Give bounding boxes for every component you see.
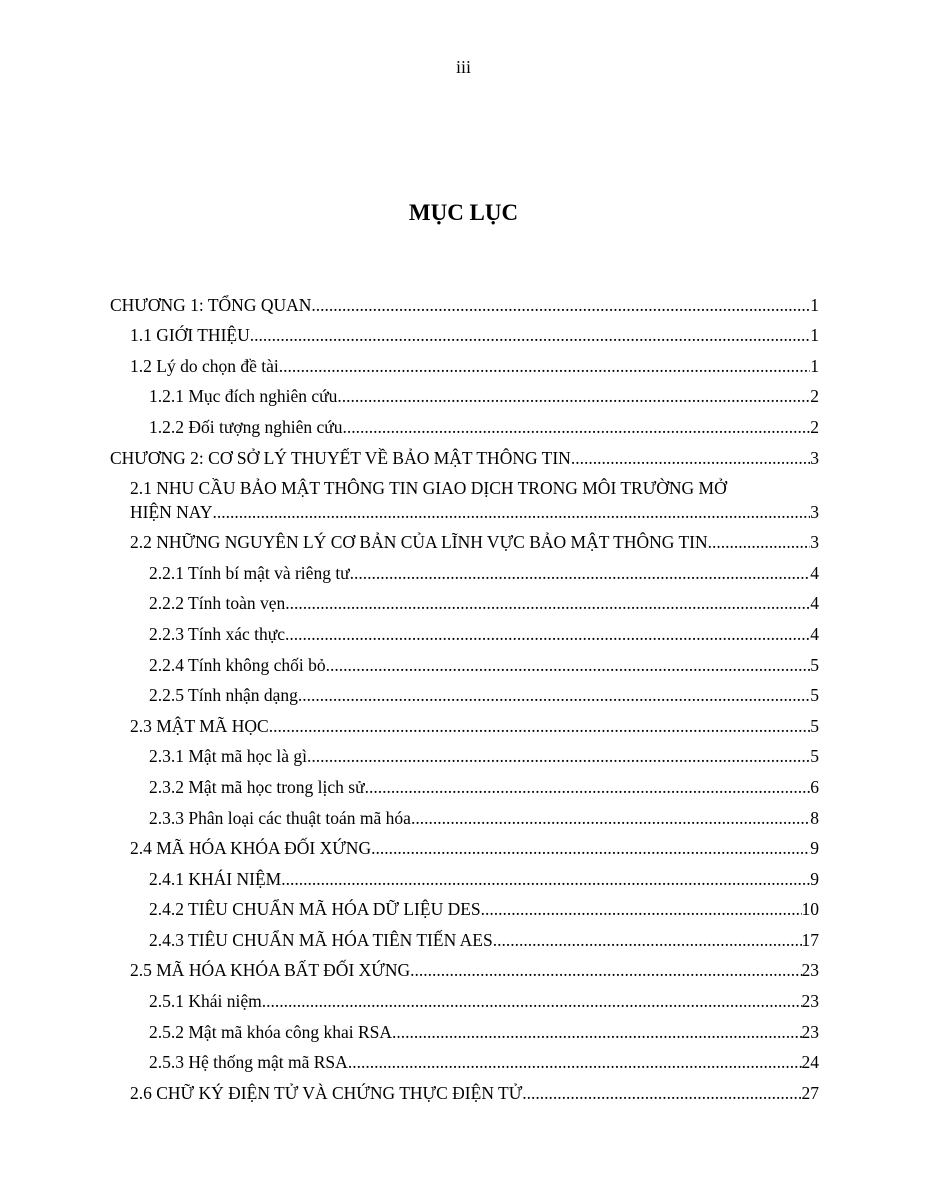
dot-leader	[392, 1020, 801, 1044]
toc-entry-text: 2.5.2 Mật mã khóa công khai RSA	[149, 1021, 393, 1042]
dot-leader	[348, 1050, 802, 1074]
dot-leader	[410, 958, 801, 982]
toc-entry-page: 3	[810, 447, 819, 468]
toc-entry-text: 1.1 GIỚI THIỆU	[130, 325, 250, 346]
dot-leader	[326, 653, 811, 677]
toc-entry-text-continued: HIỆN NAY	[130, 501, 213, 522]
toc-entry-page: 1	[810, 294, 819, 315]
dot-leader	[337, 384, 810, 408]
toc-entry-text: 1.2.2 Đối tượng nghiên cứu	[149, 416, 343, 437]
toc-entry-2-4-3[interactable]	[110, 921, 819, 952]
toc-entry-text: 2.2.3 Tính xác thực	[149, 623, 286, 644]
toc-entry-2-3-1[interactable]	[110, 738, 819, 769]
toc-entry-text: 2.5.3 Hệ thống mật mã RSA	[149, 1052, 348, 1073]
toc-entry-text: CHƯƠNG 1: TỔNG QUAN	[110, 294, 312, 315]
toc-entry-2-2[interactable]	[110, 524, 819, 555]
toc-entry-2-2-1[interactable]	[110, 554, 819, 585]
toc-entry-text: 2.2.2 Tính toàn vẹn	[149, 593, 286, 614]
toc-entry-2-4-1[interactable]	[110, 860, 819, 891]
page-number: iii	[455, 57, 471, 77]
toc-entry-page: 5	[810, 746, 819, 767]
toc-entry-text: 1.2.1 Mục đích nghiên cứu	[149, 386, 338, 407]
dot-leader	[342, 415, 810, 439]
toc-entry-text: 2.5.1 Khái niệm	[149, 991, 262, 1012]
toc-entry-text: 2.2 NHỮNG NGUYÊN LÝ CƠ BẢN CỦA LĨNH VỰC BẢO MẬT THÔNG TIN	[130, 532, 708, 553]
toc-entry-2-1[interactable]	[110, 470, 819, 524]
dot-leader	[285, 591, 810, 615]
toc-entry-text: 2.5 MÃ HÓA KHÓA BẤT ĐỐI XỨNG	[130, 960, 411, 981]
toc-entry-2-2-2[interactable]	[110, 585, 819, 616]
toc-entry-page: 6	[810, 776, 819, 797]
toc-entry-1-2[interactable]	[110, 347, 819, 378]
toc-entry-text: 1.2 Lý do chọn đề tài	[130, 355, 279, 376]
toc-title: MỤC LỤC	[408, 200, 519, 225]
toc-entry-text: 2.2.5 Tính nhận dạng	[149, 685, 298, 706]
toc-entry-page: 17	[801, 929, 819, 950]
toc-entry-page: 1	[810, 355, 819, 376]
dot-leader	[279, 354, 811, 378]
toc-entry-2-2-4[interactable]	[110, 646, 819, 677]
toc-entry-page: 4	[810, 623, 819, 644]
toc-entry-page: 9	[810, 868, 819, 889]
toc-entry-1-2-2[interactable]	[110, 408, 819, 439]
dot-leader	[350, 561, 811, 585]
dot-leader	[269, 714, 811, 738]
toc-entry-text: 2.4.3 TIÊU CHUẨN MÃ HÓA TIÊN TIẾN AES	[149, 929, 493, 950]
dot-leader	[371, 836, 810, 860]
toc-entry-text: 2.3.3 Phân loại các thuật toán mã hóa	[149, 807, 411, 828]
toc-entry-text: 2.3 MẬT MÃ HỌC	[130, 715, 269, 736]
toc-entry-page: 2	[810, 416, 819, 437]
toc-entry-page: 3	[810, 532, 819, 553]
toc-entry-2-2-5[interactable]	[110, 677, 819, 708]
toc-entry-text: 2.2.4 Tính không chối bỏ	[149, 654, 326, 675]
toc-entry-1-2-1[interactable]	[110, 378, 819, 409]
toc-entry-2-2-3[interactable]	[110, 615, 819, 646]
toc-entry-2-4[interactable]	[110, 830, 819, 861]
dot-leader	[571, 446, 810, 470]
toc-entry-2-3[interactable]	[110, 707, 819, 738]
toc-entry-page: 27	[801, 1082, 819, 1103]
toc-entry-text: 2.4 MÃ HÓA KHÓA ĐỐI XỨNG	[130, 838, 372, 859]
dot-leader	[522, 1081, 801, 1105]
dot-leader	[411, 806, 810, 830]
dot-leader	[250, 323, 811, 347]
toc-entry-2-5-3[interactable]	[110, 1044, 819, 1075]
toc-entry-page: 10	[801, 899, 819, 920]
toc-entry-page: 8	[810, 807, 819, 828]
dot-leader	[708, 530, 811, 554]
toc-entry-2-3-2[interactable]	[110, 768, 819, 799]
toc-entry-page: 5	[810, 654, 819, 675]
toc-entry-2-5-2[interactable]	[110, 1013, 819, 1044]
dot-leader	[285, 622, 810, 646]
toc-entry-text: 2.6 CHỮ KÝ ĐIỆN TỬ VÀ CHỨNG THỰC ĐIỆN TỬ	[130, 1082, 523, 1103]
toc-entry-2-5-1[interactable]	[110, 982, 819, 1013]
toc-entry-page: 4	[810, 593, 819, 614]
dot-leader	[481, 897, 802, 921]
toc-entry-page: 2	[810, 386, 819, 407]
toc-entry-text: 2.4.2 TIÊU CHUẨN MÃ HÓA DỮ LIỆU DES	[149, 899, 481, 920]
dot-leader	[307, 744, 810, 768]
toc-entry-2-3-3[interactable]	[110, 799, 819, 830]
dot-leader	[365, 775, 811, 799]
dot-leader	[493, 928, 802, 952]
toc-entry-page: 23	[801, 1021, 819, 1042]
toc-entry-text: CHƯƠNG 2: CƠ SỞ LÝ THUYẾT VỀ BẢO MẬT THÔNG TIN	[110, 447, 571, 468]
toc-entry-page: 4	[810, 562, 819, 583]
dot-leader	[311, 293, 810, 317]
toc-entry-chapter-1[interactable]	[110, 286, 819, 317]
toc-entry-page: 5	[810, 685, 819, 706]
dot-leader	[262, 989, 802, 1013]
toc-entry-2-6[interactable]	[110, 1074, 819, 1105]
toc-entry-page: 3	[810, 501, 819, 522]
toc-entry-2-4-2[interactable]	[110, 891, 819, 922]
toc-entry-text: 2.1 NHU CẦU BẢO MẬT THÔNG TIN GIAO DỊCH TRONG MÔI TRƯỜNG MỞ	[130, 477, 727, 498]
toc-entry-page: 1	[810, 325, 819, 346]
toc-entry-page: 9	[810, 838, 819, 859]
dot-leader	[212, 500, 810, 524]
toc-entry-page: 24	[801, 1052, 819, 1073]
toc-entry-text: 2.3.2 Mật mã học trong lịch sử	[149, 776, 365, 797]
toc-entry-page: 23	[801, 991, 819, 1012]
toc-entry-page: 5	[810, 715, 819, 736]
toc-entry-text: 2.3.1 Mật mã học là gì	[149, 746, 307, 767]
toc-entry-text: 2.2.1 Tính bí mật và riêng tư	[149, 562, 350, 583]
dot-leader	[281, 867, 810, 891]
table-of-contents	[110, 286, 819, 1105]
toc-entry-page: 23	[801, 960, 819, 981]
toc-entry-2-5[interactable]	[110, 952, 819, 983]
toc-entry-text: 2.4.1 KHÁI NIỆM	[149, 868, 282, 889]
dot-leader	[298, 683, 810, 707]
toc-entry-chapter-2[interactable]	[110, 439, 819, 470]
toc-entry-1-1[interactable]	[110, 317, 819, 348]
